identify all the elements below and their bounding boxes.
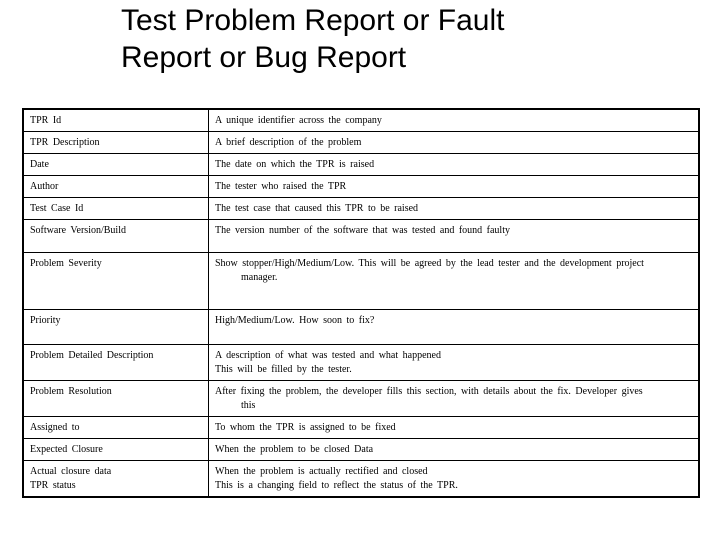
field-description-cell: [209, 220, 700, 253]
field-name-text: Assigned to: [30, 422, 80, 433]
field-name-cell: [23, 461, 209, 498]
field-description-text: When the problem is actually rectified and closed: [215, 466, 428, 477]
tpr-fields-table-body: [23, 109, 699, 497]
field-name-cell: [23, 220, 209, 253]
field-name-cell: [23, 439, 209, 461]
field-description-text: The tester who raised the TPR: [215, 181, 347, 192]
field-description-cell: [209, 154, 700, 176]
field-name-cell: [23, 253, 209, 310]
field-name-cell: [23, 198, 209, 220]
field-name-text: TPR status: [30, 480, 76, 491]
table-row: [23, 310, 699, 345]
table-row: [23, 176, 699, 198]
field-description-cell: [209, 176, 700, 198]
field-description-text: To whom the TPR is assigned to be fixed: [215, 422, 396, 433]
table-row: [23, 154, 699, 176]
field-name-text: TPR Id: [30, 115, 62, 126]
slide-title-line-2: Report or Bug Report: [121, 41, 407, 74]
field-name-cell: [23, 109, 209, 132]
field-description-text: After fixing the problem, the developer fills this section, with details about the fix. Developer gives: [215, 386, 643, 397]
field-description-cell: [209, 198, 700, 220]
table-row: [23, 345, 699, 381]
field-name-text: Priority: [30, 315, 61, 326]
field-name-text: Problem Severity: [30, 258, 102, 269]
field-name-cell: [23, 154, 209, 176]
table-row: [23, 109, 699, 132]
field-name-cell: [23, 310, 209, 345]
table-row: [23, 461, 699, 498]
field-description-cell: [209, 109, 700, 132]
field-description-cell: [209, 253, 700, 310]
field-description-text: When the problem to be closed Data: [215, 444, 374, 455]
field-description-cell: [209, 310, 700, 345]
field-description-text: The version number of the software that was tested and found faulty: [215, 225, 510, 236]
field-name-text: Author: [30, 181, 59, 192]
tpr-fields-table: [22, 108, 700, 498]
field-description-text: The date on which the TPR is raised: [215, 159, 375, 170]
field-description-cell: [209, 132, 700, 154]
field-name-text: Expected Closure: [30, 444, 103, 455]
field-name-text: Problem Resolution: [30, 386, 112, 397]
field-description-text: This is a changing field to reflect the status of the TPR.: [215, 480, 458, 491]
field-description-cell: [209, 381, 700, 417]
slide-title: [121, 2, 681, 76]
table-row: [23, 417, 699, 439]
field-description-text: Show stopper/High/Medium/Low. This will be agreed by the lead tester and the development project: [215, 258, 644, 269]
field-description-text: High/Medium/Low. How soon to fix?: [215, 315, 375, 326]
field-name-text: TPR Description: [30, 137, 100, 148]
field-name-text: Software Version/Build: [30, 225, 126, 236]
field-description-text: The test case that caused this TPR to be raised: [215, 203, 419, 214]
field-name-cell: [23, 132, 209, 154]
field-name-cell: [23, 381, 209, 417]
field-name-text: Test Case Id: [30, 203, 84, 214]
field-description-text: manager.: [241, 272, 278, 283]
field-description-text: A description of what was tested and what happened: [215, 350, 441, 361]
table-row: [23, 198, 699, 220]
slide-title-line-1: Test Problem Report or Fault: [121, 4, 505, 37]
field-description-text: This will be filled by the tester.: [215, 364, 352, 375]
field-name-text: Actual closure data: [30, 466, 112, 477]
field-description-text: this: [241, 400, 256, 411]
field-name-text: Date: [30, 159, 49, 170]
table-row: [23, 220, 699, 253]
field-name-text: Problem Detailed Description: [30, 350, 154, 361]
table-row: [23, 439, 699, 461]
field-description-text: A brief description of the problem: [215, 137, 362, 148]
field-description-cell: [209, 461, 700, 498]
field-description-cell: [209, 417, 700, 439]
field-description-cell: [209, 439, 700, 461]
table-row: [23, 381, 699, 417]
field-name-cell: [23, 417, 209, 439]
field-description-cell: [209, 345, 700, 381]
table-row: [23, 253, 699, 310]
field-name-cell: [23, 345, 209, 381]
field-name-cell: [23, 176, 209, 198]
table-row: [23, 132, 699, 154]
field-description-text: A unique identifier across the company: [215, 115, 382, 126]
